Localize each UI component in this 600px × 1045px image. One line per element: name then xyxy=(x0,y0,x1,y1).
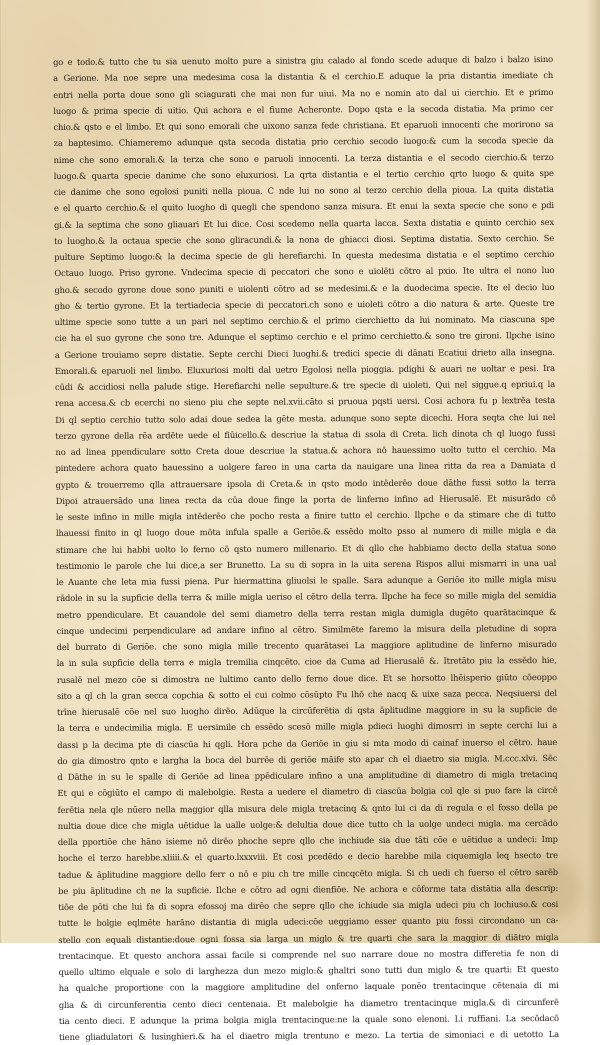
text-line: a Gerione trouiamo sepre distatie. Septe cerchi Dieci luoghi.& tredici specie di dānati Ecatiui drieto alla insegna. xyxy=(54,346,555,360)
text-line: glia & di circunferentia cento dieci centenaia. Et malebolgie ha diametro trentacinque migla.& di circunferē xyxy=(58,996,559,1010)
text-line: tutte le bolgie eqlmēte harāno distantia di migla udeci:cōe ueggiamo esser quanto piu fossi circondano un ca- xyxy=(58,915,559,929)
text-line: tiōe de pōti che lui fa di sopra efossoj ma dirēo che sepre qllo che ichiude sia migla udeci piu ch lochiuso.& cosi xyxy=(58,898,559,912)
text-line: hoche el terzo harebbe.xliiii.& el quarto.lxxxviii. Et cosi pcedēdo e decio harebbe mila ciquemigla leq hsecto tre xyxy=(57,850,558,864)
text-line: le Auante che leta mia fussi piena. Pur hiermattina gliuolsi le spalle. Sara adunque a Geriōe ito mille migla misu xyxy=(56,573,557,587)
text-line: gho & tertio gyrone. Et la tertiadecia specie di peccatori.ch sono e uioleti cōtro a dio natura & arte. Queste tre xyxy=(54,297,555,311)
text-line: stimare che lui habbi uolto lo ferno cō qsto numero millenario. Et di qllo che habbiamo decto della statua sono xyxy=(55,541,557,555)
text-line: Et qui e cōgiūto el campo di malebolgie. Resta a uedere el diametro di ciascūa bolgia col qle si puo fare la circē xyxy=(57,785,558,799)
text-line: cūdi & accidiosi nella palude stige. Herefiarchi nelle sepulture.& tre specie di uioleti. Qui nel siggue.q epriui.q la xyxy=(55,378,556,392)
text-line: terzo gyrone della rēa ardēte uede el fiūicello.& descriue la statua di ssola di Creta. lich dinota ch ql luogo fussi xyxy=(55,427,556,441)
text-line: to luogho.& la octaua specie che sono gliracundi.& la nona de ghiacci diosi. Septima distatia. Sexto cerchio. Se xyxy=(54,232,555,246)
text-line: tia cento dieci. E adunque la prima bolgia migla trentacinque:ne la quale sono elenoni. I.i ruffiani. La secōdacō xyxy=(58,1012,559,1026)
text-line: nultia doue dice che migla uētidue la ualle uolge:& delultia doue dice tutto ch la uolge undeci migla. ma cercādo xyxy=(57,817,558,831)
text-line: ha qualche proportione con la maggiore amplitudine del onferno laquale ponēo trentacinque cētenaia di mi xyxy=(58,980,559,994)
text-line: Dipoi atrauersādo una linea recta da cūa doue finge la porta de linferno infino ad Hierusalē. Et misurādo cō xyxy=(55,492,556,506)
text-line: do gia dimostro qnto e largha la boca del burrēe di geriōe māife sto apar ch el diaetro sia migla. M.ccc.xlvi. Sēc xyxy=(57,752,558,766)
text-line: sito a ql ch la gran secca copchia & sotto el cui colmo cōsūpto Fu lhō che nacq & uixe saza pecca. Neqsiuersi del xyxy=(56,687,557,701)
text-line: gho.& secodo gyrone doue sono puniti e uiolenti cōtro ad se medesimi.& e la duodecima specie. Ite el decio luo xyxy=(54,281,555,295)
text-line: le seste infino in mille migla intēderēo che pocho resta a finire tutto el cerchio. Ilpche e da stimare che di tutto xyxy=(55,508,556,522)
text-line: rusalē nel mezo cōe si dimostra ne lultimo canto dello ferno doue dice. Et se horsotto lhēisperio giūto cōeoppo xyxy=(56,671,557,685)
text-line: testimonio le parole che lui dice,a ser Brunetto. La su di sopra in la uita serena Rispos allui mismarri in una ual xyxy=(56,557,557,571)
text-line: della pportiōe che hāno isieme nō dirēo phoche sepre qllo che inchiude sia due tāti cōe e uētidue a undeci: Imp xyxy=(57,833,558,847)
text-line: tiene gliadulatori & lusinghieri.& ha el diaetro migla trentuno e mezo. La tertia de simoniaci e di uetotto La xyxy=(58,1028,560,1042)
text-line: trīne hierusalē cōe nel suo luogho dirēo. Adūque la circūferētia di qsta āplitudine maggiore in su la supficie de xyxy=(56,703,558,717)
text-line: ferētia nela qle nūero nella maggior qlla misura dele migla tretacinq & qnto lui ci da di regula e el fosso della pe xyxy=(57,801,558,815)
text-line: Di ql septio cerchio tutto solo adai doue sedea la gēte mesta. adunque sono septe dicechi. Hora seqta che lui nel xyxy=(55,411,556,425)
text-line: d Dāthe in su le spalle di Geriōe ad linea ppēdiculare infino a una amplitudine di diametro di migla tretacinq xyxy=(57,768,558,782)
text-line: metro ppendiculare. Et cauandole del semi diametro della terra restan migla dumigla dugēto quarātacinque & xyxy=(56,606,557,620)
text-line: cinque undecimi perpendiculare ad andare infino al cētro. Similmēte faremo la misura della pletudine di sopra xyxy=(56,622,557,636)
text-line: del burrato di Geriōe. che sono migla mille trecento quarātasei La maggiore aplitudine de linferno misurado xyxy=(56,638,557,652)
text-line: cie ha el suo gyrone che sono tre. Adunque el septimo cerchio e el primo cerchietto.& sono tre gironi. Ilpche isino xyxy=(54,330,555,344)
text-line: rena accesa.& cb ecerchi no sieno piu che septe nel.xvii.cāto si pruoua pqsti uersi. Cosi achora fu p lextrēa testa xyxy=(55,395,556,409)
text-line: chio.& qsto e el limbo. Et qui sono emorali che uixono sanza fede christiana. Et eparuoli innocenti che morirono sa xyxy=(53,118,554,132)
text-line: pintedere achora quato hauessino a uolgere fareo in una carta da nauigare una linea ritta da rea a Damiata d xyxy=(55,460,556,474)
text-line: luogo.& quarta specie danime che sono eluxuriosi. La qrta distantia e el tertio cerchio qrto luogo & quita spe xyxy=(53,167,554,181)
text-line: go e todo.& tutto che tu sia uenuto molto pure a sinistra giu calado al fondo scede aduque di balzo i balzo isino xyxy=(53,53,554,67)
printed-text-block xyxy=(53,51,559,1045)
text-line: dassi p la decima pte di ciascūa hi qgli. Hora pche da Geriōe in giu si mta modo di cainaf inuerso el cētro. haue xyxy=(57,736,558,750)
text-line: e el quarto cerchio.& el quito luogho di quegli che spendono sanza misura. Et enui la sexta specie che sono e pdi xyxy=(53,200,554,214)
text-line: quello ultimo elquale e solo di larghezza dun mezo miglo:& ghaltri sono tutti dun miglo & tre quarti: Et questo xyxy=(58,963,559,977)
text-line: ultime specie sono tutte a un pari nel septimo cerchio.& el primo cierchietto da lui nominato. Ma ciascuna spe xyxy=(54,313,555,327)
text-line: no ad linea ppendiculare sotto Creta doue descriue la statua.& achora nō hauessimo uolto tutto el cerchio. Ma xyxy=(55,443,556,457)
text-line: a Gerione. Ma noe sepre una medesima cosa la distantia & el cerchio.E aduque la pria distantia imediate ch xyxy=(53,70,554,84)
text-line: be piu āplitudine ch ne la supficie. Ilche e cōtro ad ogni dienfiōe. Ne achora e cōforme tata distātia alla descrip: xyxy=(58,882,559,896)
page-edge-shadow xyxy=(586,0,600,943)
text-line: lhauessi finito in ql luogo doue mōta infula spalle a Geriōe.& essēdo molto psso al numero di mille migla e da xyxy=(55,525,556,539)
text-line: cie danime che sono egolosi puniti nella pioua. C nde lui no sono al terzo cerchio della pioua. La quita distatia xyxy=(53,183,554,197)
text-line: tadue & āplitudine maggiore dello ferr o nō e piu ch tre mille cincqcēto migla. Si ch uedi ch fuerso el cētro sarēb xyxy=(57,866,559,880)
text-line: Emorali.& eparuoli nel limbo. Eluxuriosi molti dal uetro Egolosi nella pioggia. pdighi & auari ne uoltar e pesi. Ira xyxy=(54,362,555,376)
text-line: entri nella porta doue sono gli sciagurati che mai non fur uiui. Ma no e nomin ato dal ui cierchio. Et e primo xyxy=(53,86,554,100)
text-line: la in sula supficie della terra e migla tremilia cinqcēto. cioe da Cuma ad Hierusalē &. Itretāto piu la essēdo hie, xyxy=(56,655,557,669)
text-line: la terra e undecimilia migla. E uersimile ch essēdo scesō mille migla pdieci luoghi dimosrri in septe cerchi lui a xyxy=(57,720,558,734)
text-line: gypto & trouerremo qlla attrauersare ipsola di Creta.& in qsto modo intēderēo doue dāthe fussi sotto la terra xyxy=(55,476,556,490)
text-line: pulture Septimo luogo:& la decima specie de gli herefiarchi. In questa medesima distatia e el septimo cerchio xyxy=(54,248,555,262)
text-line: za baptesimo. Chiameremo adunque qsta secoda distatia prio cerchio secodo luogo:& cum la secoda specie da xyxy=(53,135,554,149)
text-line: rādole in su la supficie della terra & mille migla ueriso el cētro della terra. Ilpche ha fece so mille migla del semidia xyxy=(56,590,557,604)
text-line: trentacinque. Et questo anchora assai facile si comprende nel suo narrare doue no mostra differetia fe non di xyxy=(58,947,559,961)
text-line: luogo & prima specie di uitio. Qui achora e el fiume Acheronte. Dopo qsta e la secoda distatia. Ma primo cer xyxy=(53,102,554,116)
text-line: stello con equali distantie:doue ogni fossa sia larga un miglo & tre quarti che sara la maggior di diātro migla xyxy=(58,931,559,945)
text-line: nime che sono emorali.& la terza che sono e paruoli innocenti. La terza distantia e el secodo cierchio.& terzo xyxy=(53,151,554,165)
text-line: gi.& la septima che sono gliauari Et lui dice. Cosi scedemo nella quarta lacca. Sexta distatia e quinto cerchio sex xyxy=(54,216,555,230)
text-line: Octauo luogo. Priso gyrone. Vndecima specie di peccatori che sono e uiolēti cōtro al pxio. Ite ultra el nono luo xyxy=(54,265,555,279)
